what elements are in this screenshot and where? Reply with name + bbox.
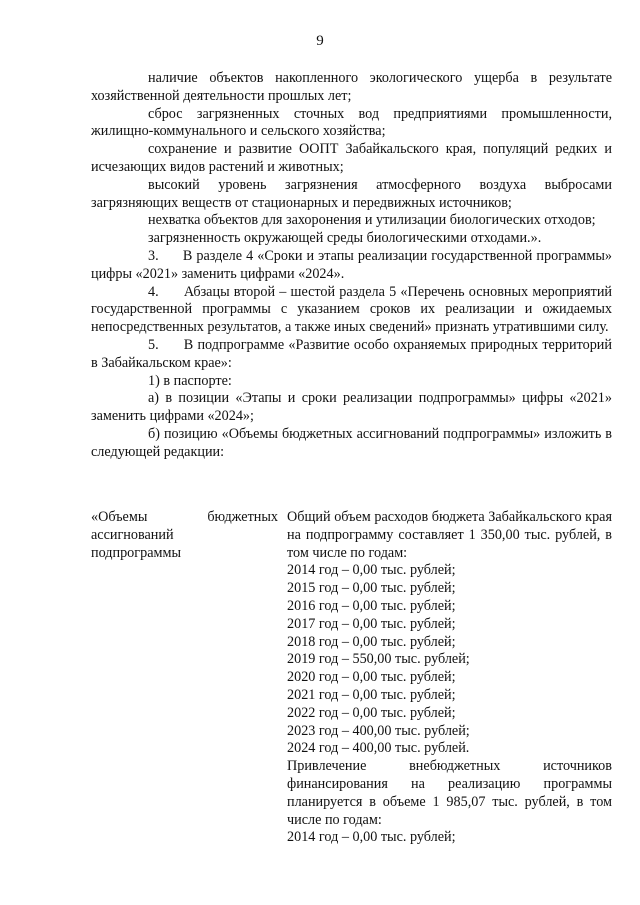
paragraph-section-4: 4. Абзацы второй – шестой раздела 5 «Перечень основных мероприятий государственной программы с указанием сроков их реализации и ожидаемых непосредственных результатов, а также иных сведений» признать утратившими силу.	[91, 283, 612, 336]
year-row: 2014 год – 0,00 тыс. рублей;	[287, 829, 456, 846]
year-row: 2020 год – 0,00 тыс. рублей;	[287, 669, 456, 686]
year-row: 2019 год – 550,00 тыс. рублей;	[287, 651, 470, 668]
paragraph: а) в позиции «Этапы и сроки реализации подпрограммы» цифры «2021» заменить цифрами «2024»;	[91, 390, 612, 425]
table-label-rest: ассигнований подпрограммы	[91, 526, 181, 561]
year-row: 2017 год – 0,00 тыс. рублей;	[287, 615, 456, 632]
year-row: 2018 год – 0,00 тыс. рублей;	[287, 633, 456, 650]
year-row: 2021 год – 0,00 тыс. рублей;	[287, 686, 456, 703]
paragraph: сохранение и развитие ООПТ Забайкальского края, популяций редких и исчезающих видов растений и животных;	[91, 141, 612, 175]
page-number: 9	[316, 33, 324, 49]
paragraph: загрязненность окружающей среды биологическими отходами.».	[148, 230, 542, 247]
year-row: 2015 год – 0,00 тыс. рублей;	[287, 580, 456, 597]
extra-funding-text: финансирования на реализацию программы планируется в объеме 1 985,07 тыс. рублей, в том числе по годам:	[287, 775, 612, 828]
paragraph: высокий уровень загрязнения атмосферного воздуха выбросами загрязняющих веществ от стационарных и передвижных источников;	[91, 176, 612, 211]
year-row: 2022 год – 0,00 тыс. рублей;	[287, 704, 456, 721]
paragraph: наличие объектов накопленного экологического ущерба в результате хозяйственной деятельности прошлых лет;	[91, 70, 612, 104]
paragraph: нехватка объектов для захоронения и утилизации биологических отходов;	[148, 212, 596, 229]
paragraph: 1) в паспорте:	[148, 372, 232, 389]
extra-word: источников	[543, 758, 612, 775]
table-label-word: «Объемы	[91, 509, 148, 525]
extra-word: внебюджетных	[409, 758, 501, 775]
paragraph-section-3: 3. В разделе 4 «Сроки и этапы реализации государственной программы» цифры «2021» заменить цифрами «2024».	[91, 247, 612, 282]
year-row: 2016 год – 0,00 тыс. рублей;	[287, 597, 456, 614]
table-label-cell	[91, 509, 278, 847]
year-row: 2024 год – 400,00 тыс. рублей.	[287, 740, 470, 757]
paragraph: б) позицию «Объемы бюджетных ассигнований подпрограммы» изложить в следующей редакции:	[91, 425, 612, 460]
extra-funding-line	[287, 758, 612, 776]
extra-word: Привлечение	[287, 758, 367, 775]
year-row: 2014 год – 0,00 тыс. рублей;	[287, 562, 456, 579]
budget-table	[91, 509, 612, 847]
paragraph-section-5: 5. В подпрограмме «Развитие особо охраняемых природных территорий в Забайкальском крае»:	[91, 336, 612, 371]
paragraph: сброс загрязненных сточных вод предприятиями промышленности, жилищно-коммунального и сельского хозяйства;	[91, 105, 612, 140]
budget-intro: Общий объем расходов бюджета Забайкальского края на подпрограмму составляет 1 350,00 тыс. рублей, в том числе по годам:	[287, 509, 612, 561]
year-row: 2023 год – 400,00 тыс. рублей;	[287, 722, 470, 739]
table-label-word: бюджетных	[207, 509, 278, 525]
document-body	[91, 70, 612, 462]
table-value-cell	[287, 509, 612, 847]
